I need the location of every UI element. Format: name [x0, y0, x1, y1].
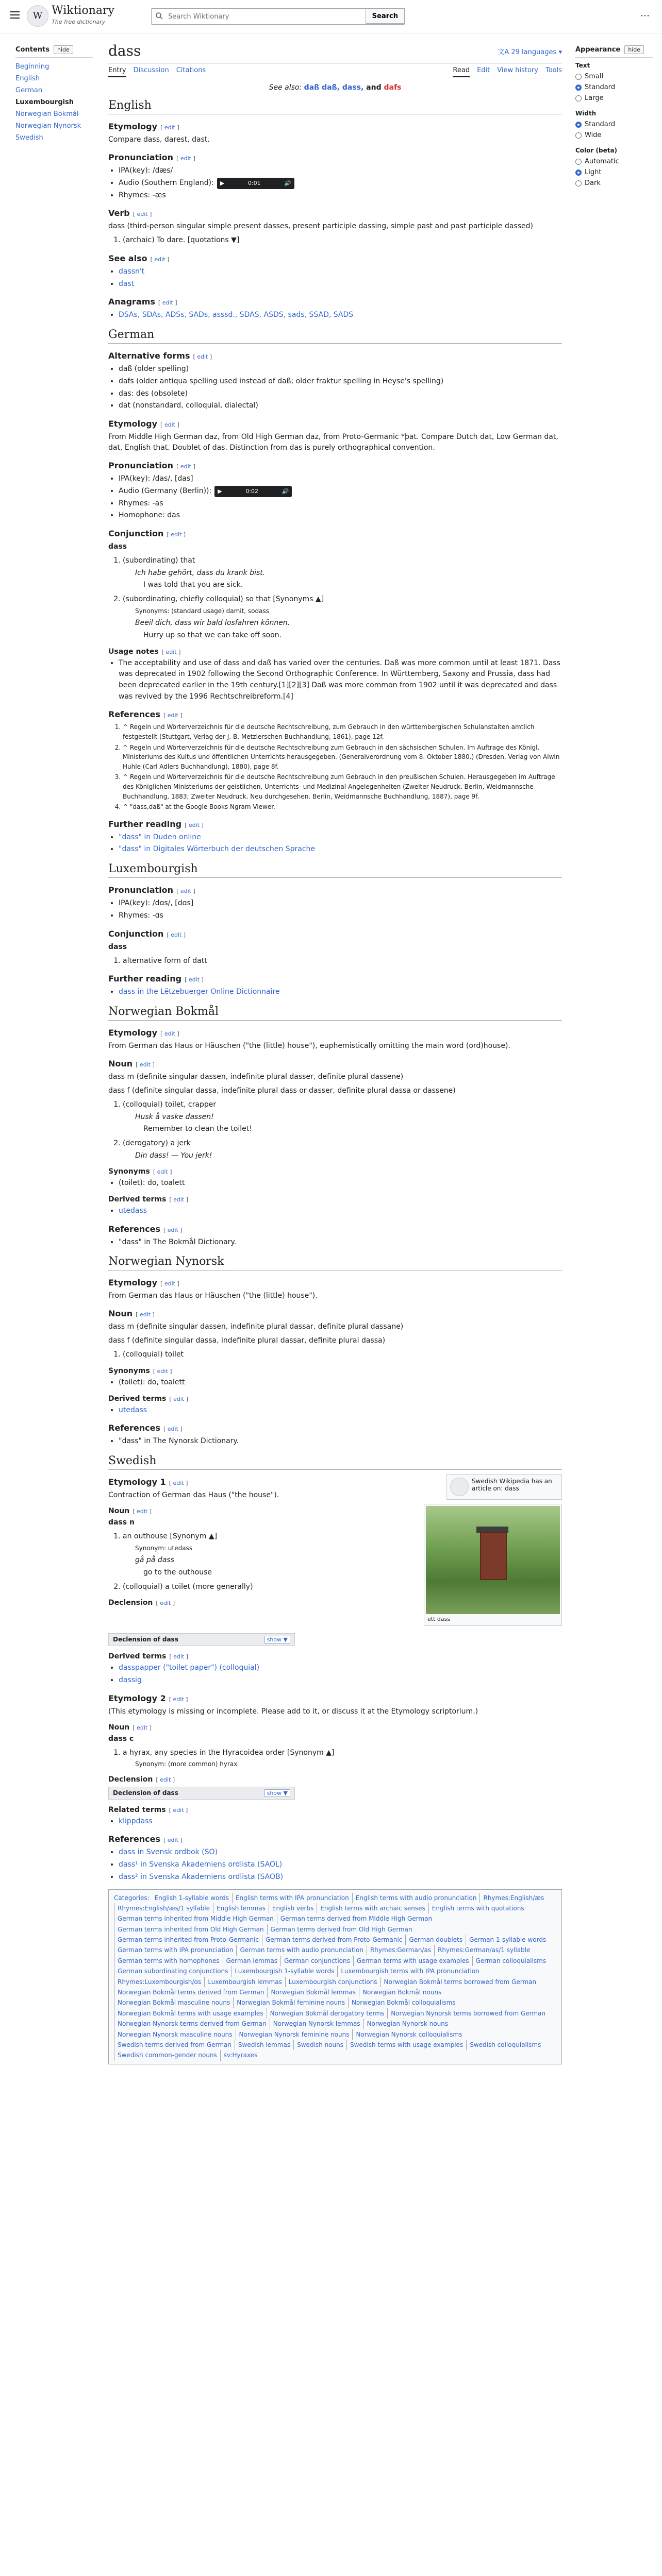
edit-link[interactable]: edit: [167, 1226, 178, 1233]
english-etymology-text: Compare dass, darest, dast.: [108, 135, 210, 144]
text-size-option[interactable]: [575, 93, 653, 104]
edit-link[interactable]: edit: [157, 1368, 168, 1375]
toc-item[interactable]: Beginning: [15, 63, 49, 71]
category-link[interactable]: Luxembourgish 1-syllable words: [231, 1966, 337, 1976]
category-link[interactable]: Rhymes:English/æs: [479, 1893, 547, 1903]
color-option[interactable]: [575, 156, 653, 167]
text-size-label: Text: [575, 62, 590, 69]
category-link[interactable]: Norwegian Nynorsk feminine nouns: [236, 2029, 353, 2040]
sense: (colloquial) toilet, crapper: [123, 1100, 217, 1109]
rhymes-item: • Rhymes: -æs: [119, 190, 562, 201]
edit-link[interactable]: edit: [167, 712, 178, 719]
edit-link[interactable]: edit: [197, 353, 208, 361]
declension-title: Declension of dass: [113, 1789, 178, 1797]
categories-box: [108, 1889, 562, 2064]
english-heading: English: [108, 99, 562, 114]
alt-form-item: • dafs (older antiqua spelling used instead of daß; older fraktur spelling in Heyse's spelling): [119, 376, 562, 387]
edit-link[interactable]: edit: [139, 1061, 151, 1068]
example-translation: I was told that you are sick.: [143, 581, 243, 589]
category-link[interactable]: Norwegian Bokmål terms derived from German: [114, 1987, 267, 1997]
appearance-title: Appearance: [575, 46, 621, 54]
german-conjunction-heading: Conjunction [ edit ]: [108, 528, 186, 538]
toc-item[interactable]: English: [15, 75, 40, 82]
category-link[interactable]: English lemmas: [213, 1903, 269, 1913]
english-verb-heading: Verb [ edit ]: [108, 208, 152, 218]
reference-item: • "dass" in The Nynorsk Dictionary.: [119, 1436, 562, 1447]
text-size-option[interactable]: [575, 71, 653, 82]
headword: dass n: [108, 1518, 135, 1527]
category-link[interactable]: Norwegian Nynorsk colloquialisms: [352, 2029, 465, 2040]
edit-link[interactable]: edit: [164, 1280, 175, 1287]
edit-link[interactable]: edit: [137, 1508, 148, 1515]
toc-item[interactable]: Luxembourgish: [15, 98, 74, 106]
radio-label: Light: [585, 168, 602, 176]
play-icon[interactable]: ▶: [218, 488, 222, 495]
german-pronunciation-heading: Pronunciation [ edit ]: [108, 460, 195, 470]
category-link[interactable]: Swedish common-gender nouns: [114, 2050, 220, 2060]
synonyms-line: Synonym: utedass: [135, 1544, 193, 1552]
see-also-link[interactable]: daß,: [322, 83, 340, 92]
category-link[interactable]: German colloquialisms: [472, 1956, 550, 1966]
reference-item: 4. ^ "dass,daß" at the Google Books Ngram Viewer.: [123, 802, 562, 812]
category-link[interactable]: German terms with audio pronunciation: [236, 1945, 367, 1955]
headword: dass c: [108, 1734, 134, 1743]
category-link[interactable]: Rhymes:German/as/1 syllable: [434, 1945, 533, 1955]
category-link[interactable]: Norwegian Bokmål nouns: [359, 1987, 444, 1997]
audio-time: 0:01: [247, 180, 261, 187]
site-tagline: The free dictionary: [52, 19, 106, 25]
category-link[interactable]: English verbs: [269, 1903, 317, 1913]
radio-button[interactable]: [575, 95, 582, 101]
reference-item: 2. ^ Regeln und Wörterverzeichnis für die deutsche Rechtschreibung zum Gebrauch in den sächsischen Schulen. Im Auftrage des Königl. Ministeriums des Kultus und öffentlichen Unterrichts herausgegeben. (Generalverordnung vom 8. Oktober 1880.) (Dresden, Verlag von Alwin Huhle (Carl Adlers Buchhandlung), 1880), page 8f.: [123, 743, 562, 772]
ipa-item: • IPA(key): /dæs/: [119, 165, 562, 177]
site-header: [0, 0, 662, 33]
edit-link[interactable]: edit: [173, 1196, 185, 1203]
headword-line: dass f (definite singular dassa, indefinite plural dass or dasser, definite plural dassa or dassene): [108, 1086, 456, 1095]
show-toggle[interactable]: show ▼: [264, 1789, 290, 1797]
category-link[interactable]: German terms inherited from Proto-Germanic: [114, 1935, 262, 1945]
english-seealso-heading: See also [ edit ]: [108, 253, 170, 264]
german-heading: German: [108, 328, 562, 344]
radio-label: Automatic: [585, 158, 619, 165]
audio-player[interactable]: [214, 486, 292, 497]
language-selector[interactable]: 文A 29 languages ▾: [498, 48, 562, 56]
see-also-link[interactable]: dass,: [342, 83, 364, 92]
ipa-item: • IPA(key): /dɑs/, [dɑs]: [119, 898, 562, 909]
category-link[interactable]: German subordinating conjunctions: [114, 1966, 231, 1976]
audio-label: • Audio (Germany (Berlin)):: [119, 486, 212, 495]
radio-label: Standard: [585, 83, 616, 91]
tab-edit[interactable]: Edit: [477, 66, 490, 74]
toc-hide-button[interactable]: hide: [54, 45, 73, 54]
color-label: Color (beta): [575, 147, 618, 154]
audio-time: 0:02: [245, 488, 258, 495]
category-link[interactable]: English terms with audio pronunciation: [352, 1893, 480, 1903]
example-translation: Hurry up so that we can take off soon.: [143, 631, 282, 639]
main-menu-icon[interactable]: [10, 11, 20, 19]
see-also-link[interactable]: dafs: [384, 83, 402, 92]
category-link[interactable]: English terms with IPA pronunciation: [232, 1893, 352, 1903]
personal-tools: [640, 10, 650, 21]
see-also-prefix: See also:: [269, 83, 302, 92]
category-link[interactable]: Norwegian Bokmål feminine nouns: [233, 1997, 348, 2008]
width-option[interactable]: [575, 130, 653, 141]
category-link[interactable]: Rhymes:Luxembourgish/ɑs: [114, 1977, 204, 1987]
german-further-heading: Further reading [ edit ]: [108, 819, 204, 829]
category-link[interactable]: Norwegian Bokmål colloquialisms: [348, 1997, 459, 2008]
see-also-hatnote: [108, 83, 562, 92]
wiktionary-logo[interactable]: W: [27, 5, 48, 27]
toc-item[interactable]: Norwegian Bokmål: [15, 110, 79, 118]
bokmal-heading: Norwegian Bokmål: [108, 1005, 562, 1021]
derived-term-link[interactable]: dassig: [119, 1675, 142, 1684]
translate-icon: 文A: [498, 48, 511, 56]
show-toggle[interactable]: show ▼: [264, 1636, 290, 1643]
category-link[interactable]: Norwegian Bokmål derogatory terms: [267, 2008, 388, 2019]
derived-term-link[interactable]: utedass: [119, 1207, 147, 1215]
swedish-heading: Swedish: [108, 1454, 562, 1470]
radio-button[interactable]: [575, 159, 582, 165]
category-link[interactable]: German terms with usage examples: [353, 1956, 472, 1966]
see-also-link[interactable]: daß: [304, 83, 320, 92]
tab-entry[interactable]: Entry: [108, 66, 126, 77]
languages-count: 29 languages: [511, 48, 557, 56]
usage-note: • The acceptability and use of dass and daß has varied over the centuries. Daß was more common until at least 1871. Dass was deprecated in 1902 following the Second Orthographic Conference. In Württemberg, Saxony and Prussia, dass had been deprecated earlier in the 19th century.[1][2][3] Daß was more common from 1902 until it was deprecated and dass was revived by the 1996 Rechtschreibreform.[4]: [119, 658, 562, 703]
toc-item[interactable]: German: [15, 87, 43, 94]
category-link[interactable]: German terms with IPA pronunciation: [114, 1945, 236, 1955]
alt-form-item: • das: des (obsolete): [119, 388, 562, 400]
category-link[interactable]: Norwegian Nynorsk terms borrowed from German: [387, 2008, 549, 2019]
category-link[interactable]: German lemmas: [223, 1956, 281, 1966]
radio-button[interactable]: [575, 132, 582, 139]
text-size-group: [575, 62, 653, 104]
wikipedia-logo-icon: [450, 1478, 469, 1496]
edit-link[interactable]: edit: [167, 1426, 178, 1433]
search-icon: [156, 12, 163, 22]
table-of-contents: [15, 45, 93, 144]
category-link[interactable]: German terms inherited from Middle High German: [114, 1913, 277, 1924]
derived-term-link[interactable]: dasspapper ("toilet paper") (colloquial): [119, 1664, 260, 1672]
rhymes-item: • Rhymes: -ɑs: [119, 910, 562, 922]
headword: dass: [108, 542, 127, 551]
example-translation: go to the outhouse: [143, 1568, 212, 1577]
category-link[interactable]: Norwegian Nynorsk terms derived from German: [114, 2019, 270, 2029]
category-link[interactable]: Norwegian Nynorsk nouns: [363, 2019, 452, 2029]
german-refs-heading: References [ edit ]: [108, 709, 183, 720]
edit-link[interactable]: edit: [154, 256, 166, 263]
declension-table: [108, 1633, 295, 1646]
usage-example: gå på dass: [135, 1556, 174, 1565]
edit-link[interactable]: edit: [180, 463, 191, 470]
category-link[interactable]: Norwegian Bokmål lemmas: [267, 1987, 359, 1997]
edit-link[interactable]: edit: [171, 531, 182, 538]
reference-link[interactable]: dass² in Svenska Akademiens ordlista (SAOB): [119, 1872, 284, 1881]
sense: (subordinating) that: [123, 556, 195, 565]
volume-icon[interactable]: 🔊: [282, 488, 289, 495]
english-seealso-link[interactable]: dast: [119, 279, 135, 288]
main-content: dass 文A 29 languages ▾ Entry Discussion Citations Read Edit View history Tools See also: daß daß, dass, and dafs English Etymology [ edit ] Compare dass, darest, dast. Pronunciation [ edit ] • IPA(key): /dæs/ • Audio (Southern England): ▶ 0:01 🔊 • Rhymes: -æs Verb [ edit ] dass (third-person singular simple present dasses, present participle dassing, simple past and past participle dassed) 1. (archaic) To dare. [quotations ▼] See also [ edit ] • dassn't • dast Anagrams [ edit ] • DSAs, SDAs, ADSs, SADs, asssd., SDAS, ASDS, sads, SSAD, SADS German Alternative forms [ edit ] • daß (older spelling) • dafs (older antiqua spelling used instead of daß; older fraktur spelling in Heyse's spelling) • das: des (obsolete) • dat (nonstandard, colloquial, dialectal) Etymology [ edit ] From Middle High German daz, from Old High German daz, from Proto-Germanic *þat. Compare Dutch dat, Low German dat, dat, English that. Doublet of das. Distinction from das is purely orthographical convention. Pronunciation [ edit ] • IPA(key): /das/, [das] • Audio (Germany (Berlin)): ▶ 0:02 🔊 • Rhymes: -as • Homophone: das Conjunction [ edit ] dass 1. (subordinating) that Ich habe gehört, dass du krank bist. I was told that you are sick. 2. (subordinating, chiefly colloquial) so that [Synonyms ▲] Synonyms: (standard usage) damit, sodass Beeil dich, dass wir bald losfahren können. Hurry up so that we can take off soon. Usage notes [ edit ] • The acceptability and use of dass and daß has varied over the centuries. Daß was more common until at least 1871. Dass was deprecated in 1902 following the Second Orthographic Conference. In Württemberg, Saxony and Prussia, dass had been deprecated earlier in the 19th century.[1][2][3] Daß was more common from 1902 until it was deprecated and dass was revived by the 1996 Rechtschreibreform.[4] References [ edit ] 1. ^ Regeln und Wörterverzeichnis für die deutsche Rechtschreibung, zum Gebrauch in den württembergischen Schulanstalten amtlich festgestellt (Stuttgart, Verlag der J. B. Metzlerschen Buchhandlung, 1861), page 12f. 2. ^ Regeln und Wörterverzeichnis für die deutsche Rechtschreibung zum Gebrauch in den sächsischen Schulen. Im Auftrage des Königl. Ministeriums des Kultus und öffentlichen Unterrichts herausgegeben. (Generalverordnung vom 8. Oktober 1880.) (Dresden, Verlag von Alwin Huhle (Carl Adlers Buchhandlung), 1880), page 8f. 3. ^ Regeln und Wörterverzeichnis für die deutsche Rechtschreibung zum Gebrauch in den preußischen Schulen. Herausgegeben im Auftrage des Königlichen Ministeriums der geistlichen, Unterrichts- und Medizinal-Angelegenheiten (Zweiter Neudruck. Berlin, Weidmannsche Buchhandlung, 1883; Zweiter Neudruck. Neu durchgesehen. Berlin, Weidmannsche Buchhandlung, 1887), page 9f. 4. ^ "dass,daß" at the Google Books Ngram Viewer. Further reading [ edit ] • "dass" in Duden online • "dass" in Digitales Wörterbuch der deutschen Sprache Luxembourgish Pronunciation [ edit ] • IPA(key): /dɑs/, [dɑs] • Rhymes: -ɑs Conjunction [ edit ] dass 1. alternative form of datt Further reading [ edit ] • dass in the Lëtzebuerger Online Dictionnaire Norwegian Bokmål Etymology [ edit ] From German das Haus or Häuschen ("the (little) house"), euphemistically omitting the main word (ord)house). Noun [ edit ] dass m (definite singular dassen, indefinite plural dasser, definite plural dassene) dass f (definite singular dassa, indefinite plural dass or dasser, definite plural dassa or dassene) 1. (colloquial) toilet, crapper Husk å vaske dassen! Remember to clean the toilet! 2. (derogatory) a jerk Din dass! — You jerk! Synonyms [ edit ] • (toilet): do, toalett Derived terms [ edit ] • utedass References [ edit ] • "dass" in The Bokmål Dictionary. Norwegian Nynorsk Etymology [ edit ] From German das Haus or Häuschen ("the (little) house"). Noun [ edit ] dass m (definite singular dassen, indefinite plural dassar, definite plural dassane) dass f (definite singular dassa, indefinite plural dassar, definite plural dassa) 1. (colloquial) toilet Synonyms [ edit ] • (toilet): do, toalett Derived terms [ edit ] • utedass References [ edit ] • "dass" in The Nynorsk Dictionary. Swedish Swedish Wikipedia has an article on: dass Etymology 1 [ edit ] Contraction of German das Haus ("the house"). ett dass Noun [ edit ] dass n 1. an outhouse [Synonym ▲] Synonym: utedass gå på dass go to the outhouse 2. (colloquial) a toilet (more generally) Declension [ edit ] Declension of dass show ▼ Derived terms [ edit ] • dasspapper ("toilet paper") (colloquial) • dassig Etymology 2 [ edit ] (This etymology is missing or incomplete. Please add to it, or discuss it at the Etymology scriptorium.) Noun [ edit ] dass c 1. a hyrax, any species in the Hyracoidea order [Synonym ▲] Synonym: (more common) hyrax Declension [ edit ] Declension of dass show ▼ Related terms [ edit ] • klippdass References [ edit ] • dass in Svensk ordbok (SO) • dass¹ in Svenska Akademiens ordlista (SAOL) • dass² in Svenska Akademiens ordlista (SAOB) Categories: English 1-syllable words English terms with IPA pronunciation English terms with audio pronunciation Rhymes:English/æsRhymes:English/æs/1 syllable English lemmas English verbs English terms with archaic senses English terms with quotationsGerman terms inherited from Middle High German German terms derived from Middle High GermanGerman terms inherited from Old High German German terms derived from Old High GermanGerman terms inherited from Proto-Germanic German terms derived from Proto-Germanic German doublets German 1-syllable wordsGerman terms with IPA pronunciation German terms with audio pronunciation Rhymes:German/as Rhymes:German/as/1 syllableGerman terms with homophones German lemmas German conjunctions German terms with usage examples German colloquialismsGerman subordinating conjunctions Luxembourgish 1-syllable words Luxembourgish terms with IPA pronunciationRhymes:Luxembourgish/ɑs Luxembourgish lemmas Luxembourgish conjunctions Norwegian Bokmål terms borrowed from GermanNorwegian Bokmål terms derived from German Norwegian Bokmål lemmas Norwegian Bokmål nounsNorwegian Bokmål masculine nouns Norwegian Bokmål feminine nouns Norwegian Bokmål colloquialismsNorwegian Bokmål terms with usage examples Norwegian Bokmål derogatory terms Norwegian Nynorsk terms borrowed from GermanNorwegian Nynorsk terms derived from German Norwegian Nynorsk lemmas Norwegian Nynorsk nounsNorwegian Nynorsk masculine nouns Norwegian Nynorsk feminine nouns Norwegian Nynorsk colloquialismsSwedish terms derived from German Swedish lemmas Swedish nouns Swedish terms with usage examples Swedish colloquialismsSwedish common-gender nouns sv:Hyraxes: [108, 41, 562, 2064]
page-title: dass: [108, 42, 141, 59]
audio-label: • Audio (Southern England):: [119, 178, 214, 187]
luxembourgish-heading: Luxembourgish: [108, 862, 562, 878]
tab-read[interactable]: Read: [453, 66, 470, 77]
appearance-hide-button[interactable]: hide: [624, 45, 644, 54]
edit-link[interactable]: edit: [137, 211, 148, 218]
outhouse-image[interactable]: [426, 1506, 560, 1614]
category-link[interactable]: Luxembourgish conjunctions: [285, 1977, 380, 1987]
usage-example: Din dass! — You jerk!: [135, 1151, 212, 1160]
category-link[interactable]: Swedish terms with usage examples: [346, 2040, 466, 2050]
category-link[interactable]: Swedish nouns: [293, 2040, 346, 2050]
search-input[interactable]: [167, 11, 365, 22]
edit-link[interactable]: edit: [139, 1311, 151, 1318]
play-icon[interactable]: ▶: [220, 180, 225, 187]
headword: dass: [108, 942, 127, 951]
declension-table: [108, 1787, 295, 1800]
toc-item[interactable]: Swedish: [15, 134, 43, 142]
edit-link[interactable]: edit: [160, 1600, 171, 1607]
synonyms-item: • (toilet): do, toalett: [119, 1178, 562, 1189]
edit-link[interactable]: edit: [164, 421, 175, 428]
category-link[interactable]: German terms derived from Old High German: [267, 1924, 416, 1935]
width-label: Width: [575, 110, 597, 117]
ipa-item: • IPA(key): /das/, [das]: [119, 473, 562, 485]
english-seealso-link[interactable]: dassn't: [119, 267, 145, 276]
usage-example: Beeil dich, dass wir bald losfahren können.: [135, 619, 290, 628]
swedish-etymology-text: Contraction of German das Haus ("the house").: [108, 1491, 279, 1500]
category-link[interactable]: Rhymes:German/as: [367, 1945, 434, 1955]
edit-link[interactable]: edit: [173, 1696, 184, 1703]
edit-link[interactable]: edit: [157, 1168, 168, 1176]
see-also-and: and: [366, 83, 382, 92]
category-link[interactable]: Swedish colloquialisms: [466, 2040, 544, 2050]
category-link[interactable]: Rhymes:English/æs/1 syllable: [114, 1903, 213, 1913]
radio-label: Small: [585, 73, 604, 80]
german-usage-heading: Usage notes [ edit ]: [108, 647, 181, 656]
edit-link[interactable]: edit: [180, 888, 191, 895]
headword-line: dass m (definite singular dassen, indefinite plural dassar, definite plural dassane): [108, 1323, 404, 1331]
wikipedia-box: [446, 1474, 562, 1500]
audio-player[interactable]: [217, 178, 294, 189]
headword-line: dass m (definite singular dassen, indefinite plural dasser, definite plural dassene): [108, 1072, 404, 1081]
reference-link[interactable]: dass in Svensk ordbok (SO): [119, 1848, 218, 1857]
sense: 2. (colloquial) a toilet (more generally): [123, 1582, 562, 1593]
category-link[interactable]: German terms inherited from Old High German: [114, 1924, 267, 1935]
category-link[interactable]: Norwegian Bokmål terms borrowed from German: [380, 1977, 540, 1987]
reference-link[interactable]: dass¹ in Svenska Akademiens ordlista (SAOL): [119, 1860, 283, 1869]
german-alt-heading: Alternative forms [ edit ]: [108, 351, 212, 361]
width-option[interactable]: [575, 119, 653, 130]
more-tools-icon[interactable]: ⋯: [640, 10, 650, 21]
homophone-item: • Homophone: das: [119, 510, 562, 521]
category-link[interactable]: Norwegian Nynorsk masculine nouns: [114, 2029, 236, 2040]
category-link[interactable]: Norwegian Nynorsk lemmas: [270, 2019, 363, 2029]
tab-view-history[interactable]: View history: [497, 66, 538, 74]
reference-item: 1. ^ Regeln und Wörterverzeichnis für die deutsche Rechtschreibung, zum Gebrauch in den württembergischen Schulanstalten amtlich festgestellt (Stuttgart, Verlag der J. B. Metzlerschen Buchhandlung, 1861), page 12f.: [123, 722, 562, 741]
nynorsk-etymology-text: From German das Haus or Häuschen ("the (little) house").: [108, 1292, 318, 1300]
category-link[interactable]: English terms with quotations: [428, 1903, 527, 1913]
alt-form-item: • dat (nonstandard, colloquial, dialectal): [119, 400, 562, 412]
synonyms-item: • (toilet): do, toalett: [119, 1377, 562, 1388]
width-group: [575, 110, 653, 141]
category-link[interactable]: English terms with archaic senses: [317, 1903, 428, 1913]
sense: 1. alternative form of datt: [123, 956, 562, 967]
search-box: [151, 8, 405, 25]
edit-link[interactable]: edit: [164, 1030, 175, 1037]
category-link[interactable]: German terms derived from Proto-Germanic: [262, 1935, 405, 1945]
radio-label: Large: [585, 94, 604, 102]
headword-line: dass f (definite singular dassa, indefinite plural dassar, definite plural dassa): [108, 1336, 386, 1345]
volume-icon[interactable]: 🔊: [284, 180, 291, 187]
category-link[interactable]: Luxembourgish terms with IPA pronunciation: [337, 1966, 482, 1976]
sense: (derogatory) a jerk: [123, 1139, 191, 1147]
category-link[interactable]: English 1-syllable words: [154, 1894, 229, 1902]
color-option[interactable]: [575, 178, 653, 189]
category-link[interactable]: German terms derived from Middle High German: [277, 1913, 435, 1924]
usage-example: Ich habe gehört, dass du krank bist.: [135, 568, 266, 577]
bokmal-etymology-text: From German das Haus or Häuschen ("the (little) house"), euphemistically omitting the main word (ord)house).: [108, 1041, 510, 1050]
edit-link[interactable]: edit: [188, 976, 200, 984]
related-term-link[interactable]: klippdass: [119, 1817, 153, 1825]
english-etymology-heading: Etymology [ edit ]: [108, 122, 179, 131]
german-etymology-text: From Middle High German daz, from Old High German daz, from Proto-Germanic *þat. Compare Dutch dat, Low German dat, dat, English that. Doublet of das. Distinction from das is purely orthographical convention.: [108, 432, 558, 452]
appearance-panel: [575, 45, 653, 195]
rhymes-item: • Rhymes: -as: [119, 498, 562, 510]
etymology-request: (This etymology is missing or incomplete. Please add to it, or discuss it at the Etymology scriptorium.): [108, 1707, 478, 1716]
nynorsk-heading: Norwegian Nynorsk: [108, 1255, 562, 1270]
declension-title: Declension of dass: [113, 1636, 178, 1643]
category-link[interactable]: German 1-syllable words: [466, 1935, 549, 1945]
edit-link[interactable]: edit: [173, 1395, 185, 1402]
radio-label: Standard: [585, 121, 616, 128]
category-link[interactable]: Swedish terms derived from German: [114, 2040, 235, 2050]
english-pronunciation-heading: Pronunciation [ edit ]: [108, 152, 195, 162]
image-thumbnail[interactable]: [424, 1504, 562, 1626]
edit-link[interactable]: edit: [173, 1480, 184, 1487]
search-button[interactable]: Search: [366, 8, 405, 24]
page-tabs: [108, 63, 562, 78]
category-link[interactable]: Luxembourgish lemmas: [204, 1977, 285, 1987]
english-pronunciation-list: [119, 165, 562, 201]
edit-link[interactable]: edit: [180, 155, 191, 162]
edit-link[interactable]: edit: [171, 931, 182, 938]
category-link[interactable]: German doublets: [405, 1935, 466, 1945]
text-size-option[interactable]: [575, 82, 653, 93]
anagrams-links[interactable]: DSAs, SDAs, ADSs, SADs, asssd., SDAS, ASDS, sads, SSAD, SADS: [119, 311, 354, 319]
further-reading-link[interactable]: "dass" in Digitales Wörterbuch der deutschen Sprache: [119, 845, 316, 854]
tab-tools[interactable]: Tools: [545, 66, 562, 74]
radio-button[interactable]: [575, 74, 582, 80]
toc-item[interactable]: Norwegian Nynorsk: [15, 122, 81, 130]
tab-discussion[interactable]: Discussion: [133, 66, 169, 74]
edit-link[interactable]: edit: [162, 299, 173, 307]
synonyms-line: Synonym: (more common) hyrax: [135, 1760, 238, 1768]
radio-button[interactable]: [575, 84, 582, 91]
category-link[interactable]: Norwegian Bokmål terms with usage examples: [114, 2008, 267, 2019]
radio-button[interactable]: [575, 180, 582, 187]
radio-label: Wide: [585, 131, 602, 139]
sense: 1. (colloquial) toilet: [123, 1349, 562, 1361]
further-reading-link[interactable]: dass in the Lëtzebuerger Online Dictionnaire: [119, 988, 280, 996]
english-anagrams-heading: Anagrams [ edit ]: [108, 297, 177, 307]
english-verb-headword: dass (third-person singular simple present dasses, present participle dassing, simple past and past participle dassed): [108, 222, 533, 231]
category-link[interactable]: Swedish lemmas: [235, 2040, 293, 2050]
edit-link[interactable]: edit: [160, 1776, 171, 1783]
reference-item: • "dass" in The Bokmål Dictionary.: [119, 1237, 562, 1248]
alt-form-item: • daß (older spelling): [119, 364, 562, 375]
derived-term-link[interactable]: utedass: [119, 1405, 147, 1414]
tab-citations[interactable]: Citations: [176, 66, 206, 74]
edit-link[interactable]: edit: [166, 648, 177, 655]
sense: (subordinating, chiefly colloquial) so that [Synonyms ▲]: [123, 595, 324, 603]
further-reading-link[interactable]: "dass" in Duden online: [119, 833, 201, 841]
color-option[interactable]: [575, 167, 653, 178]
site-wordmark[interactable]: Wiktionary: [52, 4, 114, 17]
edit-link[interactable]: edit: [167, 1837, 178, 1844]
image-caption: ett dass: [427, 1616, 451, 1623]
edit-link[interactable]: edit: [137, 1724, 148, 1731]
radio-button[interactable]: [575, 122, 582, 128]
color-group: [575, 147, 653, 189]
edit-link[interactable]: edit: [188, 821, 200, 828]
radio-label: Dark: [585, 179, 601, 187]
sense: a hyrax, any species in the Hyracoidea order [Synonym ▲]: [123, 1748, 335, 1757]
english-verb-sense: 1. (archaic) To dare. [quotations ▼]: [123, 235, 562, 246]
category-link[interactable]: German terms with homophones: [114, 1956, 223, 1966]
german-etymology-heading: Etymology [ edit ]: [108, 418, 179, 429]
sense: an outhouse [Synonym ▲]: [123, 1532, 218, 1541]
reference-item: 3. ^ Regeln und Wörterverzeichnis für die deutsche Rechtschreibung zum Gebrauch in den preußischen Schulen. Herausgegeben im Auftrage des Königlichen Ministeriums der geistlichen, Unterrichts- und Medizinal-Angelegenheiten (Zweiter Neudruck. Berlin, Weidmannsche Buchhandlung, 1883; Zweiter Neudruck. Neu durchgesehen. Berlin, Weidmannsche Buchhandlung, 1887), page 9f.: [123, 772, 562, 801]
toc-title: Contents: [15, 46, 49, 54]
edit-link[interactable]: edit: [164, 124, 175, 131]
example-translation: Remember to clean the toilet!: [143, 1125, 252, 1133]
category-link[interactable]: Norwegian Bokmål masculine nouns: [114, 1997, 233, 2008]
wikipedia-box-text[interactable]: Swedish Wikipedia has an article on: dass: [472, 1478, 552, 1493]
radio-button[interactable]: [575, 170, 582, 176]
category-link[interactable]: sv:Hyraxes: [220, 2050, 261, 2060]
edit-link[interactable]: edit: [173, 1653, 185, 1660]
edit-link[interactable]: edit: [173, 1806, 184, 1814]
categories-label[interactable]: Categories:: [114, 1894, 150, 1902]
category-link[interactable]: German conjunctions: [280, 1956, 353, 1966]
synonyms-line: Synonyms: (standard usage) damit, sodass: [135, 607, 269, 615]
usage-example: Husk å vaske dassen!: [135, 1112, 214, 1121]
